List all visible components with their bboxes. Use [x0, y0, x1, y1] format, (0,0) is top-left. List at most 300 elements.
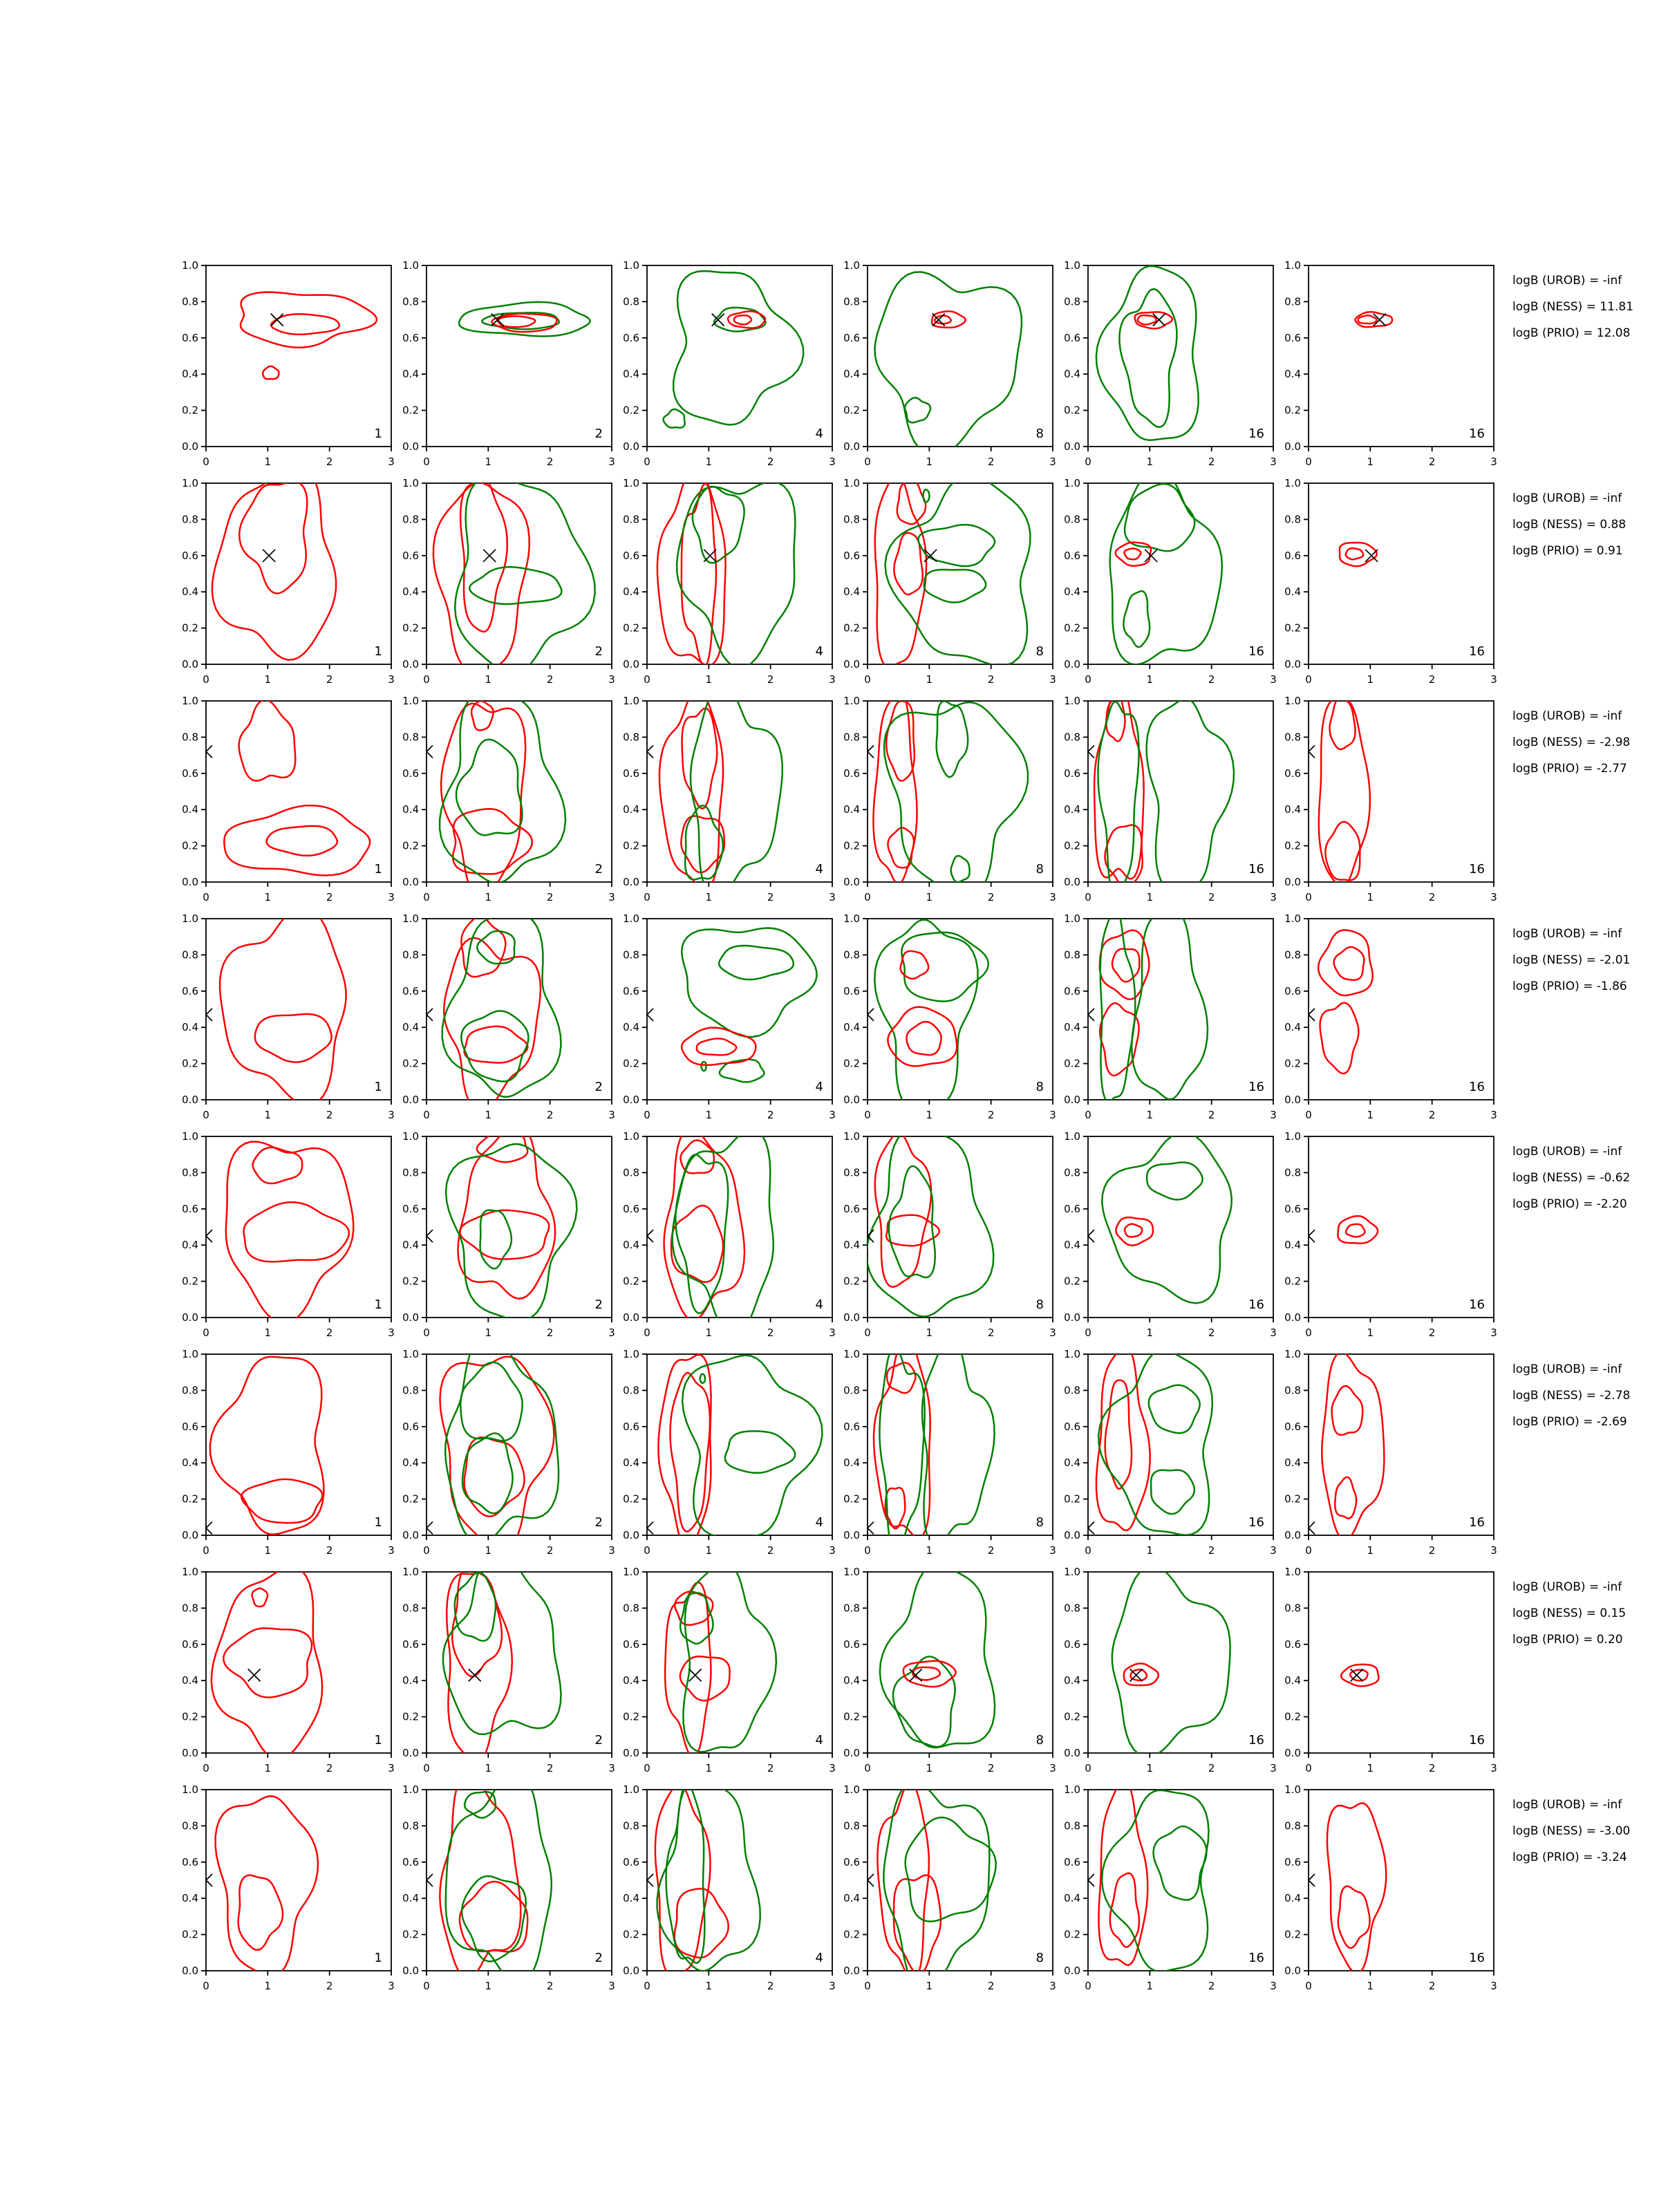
contour-panel-r3c2 [402, 691, 615, 903]
x-tick-label: 0 [864, 1544, 871, 1557]
contour-panel-r3c6 [1284, 695, 1497, 903]
x-tick-label: 0 [423, 456, 430, 468]
logb-annotation: logB (NESS) = 0.88 [1512, 518, 1627, 532]
y-tick-label: 0.4 [1284, 803, 1301, 816]
panel-count-label: 8 [1035, 1951, 1044, 1965]
y-tick-label: 0.0 [402, 876, 419, 888]
y-tick-label: 1.0 [182, 695, 198, 707]
x-tick-label: 2 [326, 1980, 333, 1992]
contour-panel-r2c6 [1284, 477, 1497, 686]
panel-count-label: 16 [1248, 1297, 1264, 1312]
y-tick-label: 0.4 [402, 803, 419, 816]
x-tick-label: 1 [926, 1762, 933, 1774]
axes-box [427, 483, 612, 664]
x-tick-label: 2 [767, 673, 774, 686]
x-tick-label: 1 [705, 891, 713, 903]
x-tick-label: 1 [485, 673, 492, 686]
x-tick-label: 3 [829, 456, 836, 468]
x-tick-label: 1 [1146, 1109, 1154, 1121]
red-contour [1105, 825, 1143, 888]
logb-annotation: logB (NESS) = 0.15 [1512, 1606, 1627, 1620]
x-tick-label: 1 [926, 1327, 933, 1339]
y-tick-label: 0.0 [1284, 440, 1301, 453]
contour-panel-r6c2 [402, 1335, 615, 1557]
y-tick-label: 0.6 [623, 549, 639, 562]
panel-count-label: 16 [1469, 862, 1485, 877]
x-tick-label: 3 [1049, 1980, 1056, 1992]
red-contour [239, 481, 307, 593]
y-tick-label: 0.0 [1284, 1311, 1301, 1324]
red-contour [734, 315, 751, 324]
axes-box [427, 919, 612, 1100]
axes-box [206, 1572, 391, 1753]
x-tick-label: 2 [987, 891, 995, 903]
x-tick-label: 2 [546, 891, 554, 903]
panel-count-label: 16 [1469, 1951, 1485, 1965]
y-tick-label: 0.6 [623, 767, 639, 780]
x-tick-label: 1 [926, 1980, 933, 1992]
y-tick-label: 0.0 [1284, 1747, 1301, 1759]
x-tick-label: 1 [1367, 456, 1374, 468]
y-tick-label: 0.8 [1284, 1166, 1301, 1179]
x-tick-label: 1 [1146, 1544, 1154, 1557]
y-tick-label: 0.0 [182, 1311, 198, 1324]
green-contour [874, 920, 977, 1110]
logb-annotation: logB (NESS) = -2.78 [1512, 1389, 1631, 1403]
x-tick-label: 0 [1085, 1109, 1091, 1121]
y-tick-label: 0.8 [1284, 948, 1301, 962]
panel-count-label: 2 [594, 644, 603, 659]
x-tick-label: 3 [1270, 1327, 1277, 1339]
contour-panel-r7c6 [1284, 1566, 1497, 1774]
y-tick-label: 1.0 [1284, 1566, 1301, 1578]
green-contour [893, 1656, 955, 1747]
axes-box [206, 1354, 391, 1535]
x-tick-label: 3 [1049, 1109, 1056, 1121]
y-tick-label: 1.0 [623, 477, 639, 489]
x-tick-label: 2 [1208, 1762, 1215, 1774]
logb-annotation: logB (NESS) = -2.01 [1512, 953, 1631, 967]
axes-box [206, 919, 391, 1100]
x-tick-label: 2 [546, 1109, 554, 1121]
y-tick-label: 0.6 [1064, 1202, 1080, 1215]
y-tick-label: 0.8 [182, 1166, 198, 1179]
y-tick-label: 0.4 [1284, 585, 1301, 599]
x-tick-label: 1 [485, 1544, 492, 1557]
y-tick-label: 0.4 [623, 1239, 639, 1252]
red-contour [932, 311, 966, 328]
y-tick-label: 0.8 [843, 1384, 860, 1397]
green-contour [1147, 699, 1234, 890]
y-tick-label: 0.0 [1064, 1094, 1080, 1106]
axes-box [1309, 1354, 1494, 1535]
y-tick-label: 0.6 [1064, 549, 1080, 562]
panel-count-label: 2 [594, 1733, 603, 1747]
x-tick-label: 0 [1305, 456, 1312, 468]
green-contour [657, 1779, 760, 1971]
panel-count-label: 2 [594, 1297, 603, 1312]
red-contour [255, 1014, 332, 1062]
axes-box [206, 1136, 391, 1318]
x-tick-label: 1 [926, 673, 933, 686]
contour-panel-r4c5 [1064, 909, 1277, 1122]
red-contour [682, 709, 718, 809]
panel-count-label: 16 [1469, 644, 1485, 659]
red-contour [907, 1022, 941, 1055]
x-tick-label: 0 [423, 673, 430, 686]
x-tick-label: 2 [767, 456, 774, 468]
red-contour [241, 292, 377, 348]
red-contour [224, 805, 370, 875]
red-contour [253, 1147, 303, 1183]
x-tick-label: 3 [388, 1327, 395, 1339]
x-tick-label: 2 [767, 1544, 774, 1557]
y-tick-label: 1.0 [843, 695, 860, 707]
y-tick-label: 0.2 [182, 1710, 198, 1723]
x-tick-label: 1 [264, 1544, 272, 1557]
y-tick-label: 0.4 [1284, 1892, 1301, 1905]
x-tick-label: 3 [1490, 1109, 1497, 1121]
x-tick-label: 3 [388, 1544, 395, 1557]
green-contour [1123, 591, 1150, 647]
red-contour [875, 475, 926, 668]
axes-box [1088, 483, 1273, 664]
axes-box [1088, 1572, 1273, 1753]
y-tick-label: 0.8 [1064, 948, 1080, 962]
y-tick-label: 1.0 [623, 912, 639, 925]
x-tick-label: 1 [1367, 1980, 1374, 1992]
x-tick-label: 2 [1208, 1109, 1215, 1121]
x-tick-label: 3 [608, 1980, 615, 1992]
x-tick-label: 0 [644, 1109, 650, 1121]
y-tick-label: 0.4 [182, 1456, 198, 1470]
red-contour [875, 1133, 931, 1286]
y-tick-label: 1.0 [402, 1348, 419, 1360]
panel-count-label: 16 [1248, 1515, 1264, 1530]
y-tick-label: 0.0 [1064, 1311, 1080, 1324]
red-contour [1322, 1353, 1384, 1540]
y-tick-label: 1.0 [1284, 912, 1301, 925]
red-contour [1341, 1665, 1378, 1687]
y-tick-label: 0.6 [843, 331, 860, 344]
x-tick-label: 3 [1490, 891, 1497, 903]
red-contour [682, 484, 716, 666]
x-tick-label: 3 [1270, 456, 1277, 468]
y-tick-label: 0.6 [1284, 331, 1301, 344]
x-tick-label: 1 [485, 1109, 492, 1121]
red-contour [1327, 1803, 1386, 1974]
x-tick-label: 3 [1049, 1544, 1056, 1557]
x-tick-label: 1 [926, 456, 933, 468]
green-contour [1112, 1566, 1230, 1757]
x-tick-label: 0 [644, 673, 650, 686]
x-tick-label: 3 [829, 673, 836, 686]
y-tick-label: 0.6 [182, 1638, 198, 1651]
y-tick-label: 0.8 [1284, 1602, 1301, 1615]
y-tick-label: 1.0 [1284, 1348, 1301, 1360]
y-tick-label: 0.2 [1284, 839, 1301, 852]
y-tick-label: 0.4 [402, 368, 419, 381]
x-tick-label: 2 [1428, 891, 1436, 903]
red-contour [1105, 1380, 1132, 1489]
y-tick-label: 0.0 [843, 658, 860, 671]
x-tick-label: 0 [1305, 1327, 1312, 1339]
contour-panel-r5c1 [182, 1130, 395, 1339]
x-tick-label: 3 [388, 1980, 395, 1992]
x-tick-label: 2 [326, 456, 333, 468]
y-tick-label: 0.4 [843, 585, 860, 599]
y-tick-label: 0.2 [402, 1710, 419, 1723]
x-tick-label: 0 [1305, 1980, 1312, 1992]
panel-count-label: 16 [1248, 1733, 1264, 1747]
y-tick-label: 0.2 [623, 1928, 639, 1941]
red-contour [1096, 1347, 1150, 1531]
y-tick-label: 0.0 [623, 440, 639, 453]
y-tick-label: 0.2 [1284, 1275, 1301, 1288]
x-tick-label: 2 [1428, 456, 1436, 468]
y-tick-label: 0.6 [843, 1202, 860, 1215]
y-tick-label: 1.0 [1064, 1783, 1080, 1796]
red-contour [1138, 315, 1156, 324]
x-tick-label: 3 [1270, 673, 1277, 686]
y-tick-label: 0.2 [623, 621, 639, 635]
panel-count-label: 4 [815, 1733, 823, 1747]
y-tick-label: 0.4 [843, 1892, 860, 1905]
panel-count-label: 8 [1035, 1733, 1044, 1747]
y-tick-label: 0.4 [843, 1021, 860, 1034]
y-tick-label: 0.8 [402, 731, 419, 744]
x-tick-label: 2 [987, 1109, 995, 1121]
y-tick-label: 1.0 [843, 1566, 860, 1578]
y-tick-label: 0.6 [182, 1420, 198, 1433]
y-tick-label: 0.6 [1064, 331, 1080, 344]
y-tick-label: 1.0 [182, 1783, 198, 1796]
y-tick-label: 0.0 [402, 1094, 419, 1106]
y-tick-label: 0.6 [182, 984, 198, 997]
red-contour [210, 1357, 324, 1535]
y-tick-label: 0.8 [843, 1819, 860, 1833]
y-tick-label: 0.6 [1284, 1420, 1301, 1433]
y-tick-label: 0.2 [623, 1275, 639, 1288]
x-tick-label: 0 [864, 673, 871, 686]
panel-count-label: 16 [1248, 862, 1264, 877]
y-tick-label: 1.0 [1064, 1130, 1080, 1143]
y-tick-label: 1.0 [623, 1566, 639, 1578]
green-contour [875, 272, 1022, 456]
y-tick-label: 0.4 [182, 1674, 198, 1687]
green-contour [1151, 1470, 1194, 1515]
y-tick-label: 0.4 [1284, 1674, 1301, 1687]
y-tick-label: 1.0 [182, 1130, 198, 1143]
red-contour [1094, 680, 1144, 879]
axes-box [647, 265, 832, 447]
y-tick-label: 0.6 [402, 1202, 419, 1215]
x-tick-label: 1 [705, 1544, 713, 1557]
x-tick-label: 0 [1305, 1109, 1312, 1121]
y-tick-label: 0.6 [623, 331, 639, 344]
axes-box [1309, 919, 1494, 1100]
x-tick-label: 1 [1146, 1762, 1154, 1774]
contour-panel-r7c4 [843, 1565, 1056, 1774]
contour-panel-r2c4 [843, 475, 1056, 686]
panel-count-label: 1 [374, 427, 382, 441]
y-tick-label: 0.6 [1064, 767, 1080, 780]
y-tick-label: 0.8 [1064, 731, 1080, 744]
x-tick-label: 3 [608, 891, 615, 903]
contour-panel-r6c3 [623, 1348, 836, 1557]
y-tick-label: 0.0 [182, 1965, 198, 1977]
green-contour [460, 1362, 522, 1441]
axes-box [868, 483, 1053, 664]
y-tick-label: 0.2 [1064, 404, 1080, 417]
panel-count-label: 2 [594, 427, 603, 441]
y-tick-label: 0.0 [843, 1529, 860, 1541]
y-tick-label: 0.2 [1064, 621, 1080, 635]
y-tick-label: 1.0 [1284, 259, 1301, 272]
contour-panel-r5c2 [402, 1125, 615, 1339]
y-tick-label: 0.0 [182, 440, 198, 453]
x-tick-label: 1 [1146, 891, 1154, 903]
x-tick-label: 2 [546, 456, 554, 468]
x-tick-label: 3 [1049, 1327, 1056, 1339]
y-tick-label: 0.6 [1284, 1638, 1301, 1651]
y-tick-label: 0.4 [1064, 585, 1080, 599]
panel-count-label: 8 [1035, 862, 1044, 877]
x-tick-label: 0 [644, 1327, 650, 1339]
green-contour [922, 1338, 995, 1545]
red-contour [1124, 1664, 1159, 1686]
x-tick-label: 0 [203, 1544, 209, 1557]
contour-panel-r7c1 [182, 1566, 395, 1774]
axes-box [1088, 919, 1273, 1100]
green-contour [456, 740, 523, 836]
contour-panel-r2c5 [1064, 469, 1277, 686]
axes-box [206, 483, 391, 664]
y-tick-label: 1.0 [623, 259, 639, 272]
x-tick-label: 2 [1428, 1327, 1436, 1339]
y-tick-label: 0.2 [402, 1928, 419, 1941]
x-tick-label: 2 [767, 891, 774, 903]
red-contour [238, 1875, 283, 1950]
axes-box [868, 1136, 1053, 1318]
y-tick-label: 1.0 [1064, 1348, 1080, 1360]
x-tick-label: 1 [1146, 673, 1154, 686]
y-tick-label: 0.4 [843, 1239, 860, 1252]
x-tick-label: 0 [1085, 456, 1091, 468]
y-tick-label: 1.0 [402, 695, 419, 707]
green-contour [682, 928, 816, 1038]
red-contour [440, 1357, 554, 1551]
axes-box [206, 1790, 391, 1971]
x-tick-label: 3 [1270, 1980, 1277, 1992]
red-contour [465, 1027, 528, 1063]
logb-annotation: logB (UROB) = -inf [1512, 927, 1622, 941]
x-tick-label: 0 [1085, 891, 1091, 903]
y-tick-label: 0.2 [402, 1492, 419, 1506]
panel-count-label: 2 [594, 1515, 603, 1530]
axes-box [427, 265, 612, 447]
green-contour [691, 686, 782, 898]
x-tick-label: 1 [264, 1109, 272, 1121]
logb-annotation: logB (NESS) = 11.81 [1512, 300, 1634, 314]
x-tick-label: 3 [388, 891, 395, 903]
y-tick-label: 0.4 [1064, 1239, 1080, 1252]
panel-count-label: 2 [594, 862, 603, 877]
x-tick-label: 1 [926, 1109, 933, 1121]
contour-panel-r4c6 [1284, 912, 1497, 1121]
y-tick-label: 0.8 [402, 1384, 419, 1397]
y-tick-label: 0.6 [182, 549, 198, 562]
green-contour [1096, 266, 1199, 440]
y-tick-label: 0.6 [843, 1638, 860, 1651]
x-tick-label: 2 [326, 1327, 333, 1339]
y-tick-label: 0.4 [623, 585, 639, 599]
y-tick-label: 0.2 [182, 621, 198, 635]
x-tick-label: 3 [1490, 1980, 1497, 1992]
y-tick-label: 0.6 [402, 1855, 419, 1868]
y-tick-label: 0.6 [402, 331, 419, 344]
y-tick-label: 0.2 [182, 404, 198, 417]
x-tick-label: 3 [1270, 1762, 1277, 1774]
x-tick-label: 1 [705, 1327, 713, 1339]
axes-box [647, 1572, 832, 1753]
y-tick-label: 1.0 [843, 912, 860, 925]
panel-count-label: 4 [815, 862, 823, 877]
y-tick-label: 1.0 [1064, 477, 1080, 489]
y-tick-label: 1.0 [182, 912, 198, 925]
y-tick-label: 0.8 [182, 1602, 198, 1615]
green-contour [880, 1565, 995, 1747]
x-tick-label: 3 [1490, 673, 1497, 686]
y-tick-label: 0.2 [1064, 1492, 1080, 1506]
y-tick-label: 0.2 [843, 1492, 860, 1506]
y-tick-label: 0.8 [182, 513, 198, 526]
y-tick-label: 0.0 [623, 1529, 639, 1541]
y-tick-label: 0.4 [843, 1456, 860, 1470]
y-tick-label: 0.4 [402, 1456, 419, 1470]
x-tick-label: 0 [203, 1762, 209, 1774]
y-tick-label: 0.8 [402, 1819, 419, 1833]
y-tick-label: 1.0 [182, 477, 198, 489]
panel-count-label: 8 [1035, 1297, 1044, 1312]
red-contour [223, 1628, 312, 1697]
x-tick-label: 3 [1049, 456, 1056, 468]
x-tick-label: 2 [1428, 1980, 1436, 1992]
x-tick-label: 1 [485, 1327, 492, 1339]
x-tick-label: 2 [987, 1544, 995, 1557]
x-tick-label: 0 [644, 1762, 650, 1774]
logb-annotation: logB (PRIO) = -3.24 [1512, 1850, 1627, 1864]
green-contour [884, 702, 1028, 898]
x-tick-label: 2 [987, 1980, 995, 1992]
red-contour [1325, 822, 1360, 881]
x-tick-label: 1 [485, 1980, 492, 1992]
y-tick-label: 0.8 [623, 731, 639, 744]
y-tick-label: 0.2 [402, 1275, 419, 1288]
y-tick-label: 0.0 [1064, 876, 1080, 888]
contour-panel-r5c6 [1284, 1130, 1497, 1339]
x-tick-label: 1 [705, 1980, 713, 1992]
y-tick-label: 0.8 [1284, 1819, 1301, 1833]
contour-panel-r1c2 [402, 259, 615, 468]
green-contour [1149, 1385, 1200, 1434]
x-tick-label: 1 [1367, 1544, 1374, 1557]
x-tick-label: 2 [546, 1327, 554, 1339]
panel-count-label: 2 [594, 1080, 603, 1094]
axes-box [427, 1354, 612, 1535]
logb-annotation: logB (PRIO) = -2.69 [1512, 1415, 1627, 1429]
red-contour [465, 1437, 525, 1516]
